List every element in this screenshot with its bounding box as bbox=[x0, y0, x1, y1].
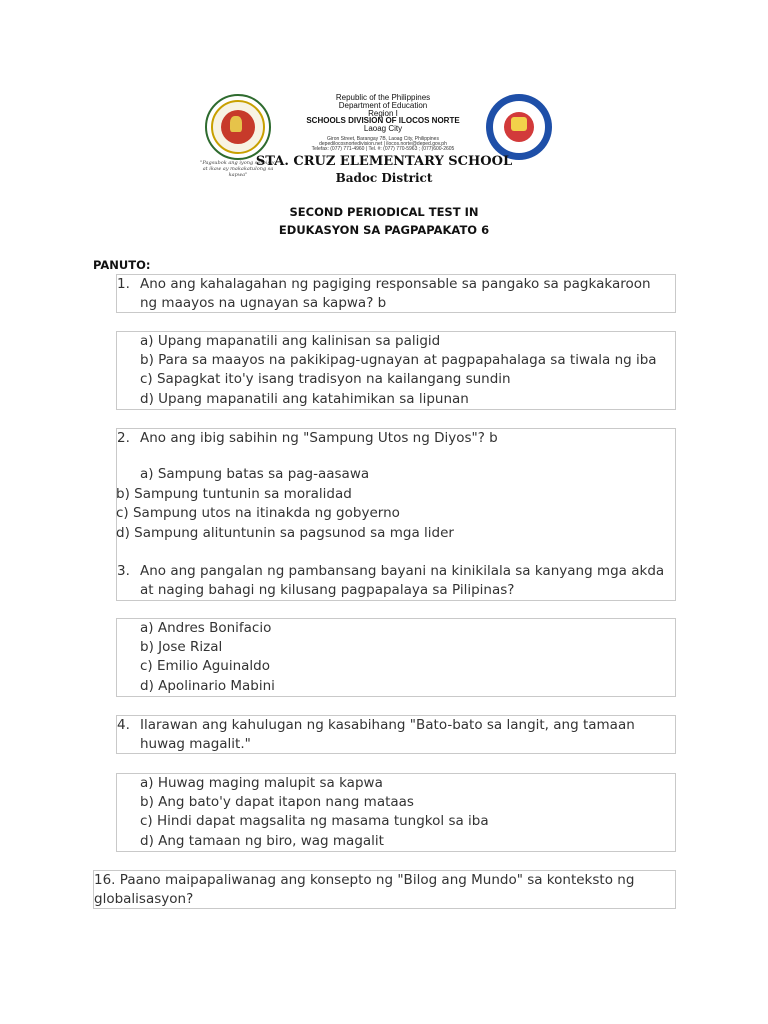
header-division: SCHOOLS DIVISION OF ILOCOS NORTE bbox=[306, 116, 460, 125]
answer-choice: b) Para sa maayos na pakikipag-ugnayan at pagpapahalaga sa tiwala ng iba bbox=[140, 352, 657, 368]
question-text: at naging bahagi ng kilusang pagpapalaya sa Pilipinas? bbox=[140, 582, 515, 598]
answer-choice: d) Apolinario Mabini bbox=[140, 678, 275, 694]
test-title-line1: SECOND PERIODICAL TEST IN bbox=[289, 205, 479, 219]
deped-seal-logo bbox=[205, 94, 271, 160]
answer-choice: b) Ang bato'y dapat itapon nang mataas bbox=[140, 794, 414, 810]
school-name: STA. CRUZ ELEMENTARY SCHOOL bbox=[255, 154, 513, 169]
header-republic: Republic of the Philippines bbox=[335, 93, 431, 102]
header-department: Department of Education bbox=[338, 101, 428, 110]
question-text-main: Paano maipapaliwanag ang konsepto ng "Bilog ang Mundo" sa konteksto ng bbox=[119, 872, 635, 888]
seal-emblem bbox=[504, 112, 534, 142]
answer-choice: a) Sampung batas sa pag-aasawa bbox=[140, 466, 370, 482]
question-text: Ilarawan ang kahulugan ng kasabihang "Bato-bato sa langit, ang tamaan bbox=[140, 717, 635, 733]
answer-choice: d) Sampung alituntunin sa pagsunod sa mga lider bbox=[116, 525, 454, 541]
answer-choice: a) Huwag maging malupit sa kapwa bbox=[140, 775, 383, 791]
answer-choice: b) Jose Rizal bbox=[140, 639, 223, 655]
answer-choice: c) Hindi dapat magsalita ng masama tungkol sa iba bbox=[140, 813, 489, 829]
answer-choice: b) Sampung tuntunin sa moralidad bbox=[116, 486, 352, 502]
header-region: Region I bbox=[368, 109, 398, 118]
question-number: 4. bbox=[117, 717, 130, 733]
question-number: 2. bbox=[117, 430, 130, 446]
answer-choice: d) Ang tamaan ng biro, wag magalit bbox=[140, 833, 384, 849]
seal-emblem bbox=[221, 110, 255, 144]
header-address: Giron Street, Barangay 7B, Laoag City, Philippines bbox=[327, 136, 439, 142]
header-telefax: Telefax: (077) 771-4960 | Tel. #: (077) 770-5963 ; (077)600-2605 bbox=[311, 146, 455, 152]
answer-choice: c) Sampung utos na itinakda ng gobyerno bbox=[116, 505, 400, 521]
header-email: depedilocosnortedivision.net | ilocos.norte@deped.gov.ph bbox=[319, 141, 447, 147]
question-number: 1. bbox=[117, 276, 130, 292]
question-number: 3. bbox=[117, 563, 130, 579]
school-seal-logo bbox=[486, 94, 552, 160]
answer-choice: a) Andres Bonifacio bbox=[140, 620, 272, 636]
seal-caption: "Pagsubok ang iyong serbisyo at ikaw ay makakatulong sa kapwa" bbox=[200, 160, 276, 178]
question-text: Ano ang kahalagahan ng pagiging responsable sa pangako sa pagkakaroon bbox=[140, 276, 651, 292]
question-number: 16. bbox=[94, 872, 116, 888]
question-text: Ano ang pangalan ng pambansang bayani na kinikilala sa kanyang mga akda bbox=[140, 563, 665, 579]
instructions-label: PANUTO: bbox=[93, 258, 151, 272]
question-text: globalisasyon? bbox=[94, 891, 194, 907]
question-text bbox=[94, 871, 634, 890]
district-name: Badoc District bbox=[335, 171, 433, 185]
header-city: Laoag City bbox=[363, 124, 403, 133]
answer-choice: d) Upang mapanatili ang katahimikan sa lipunan bbox=[140, 391, 469, 407]
question-text: Ano ang ibig sabihin ng "Sampung Utos ng Diyos"? b bbox=[140, 430, 498, 446]
question-text: ng maayos na ugnayan sa kapwa? b bbox=[140, 295, 387, 311]
answer-choice: a) Upang mapanatili ang kalinisan sa paligid bbox=[140, 333, 441, 349]
answer-choice: c) Sapagkat ito'y isang tradisyon na kailangang sundin bbox=[140, 371, 511, 387]
question-text: huwag magalit." bbox=[140, 736, 251, 752]
answer-choice: c) Emilio Aguinaldo bbox=[140, 658, 270, 674]
test-title-line2: EDUKASYON SA PAGPAPAKATO 6 bbox=[278, 223, 490, 237]
